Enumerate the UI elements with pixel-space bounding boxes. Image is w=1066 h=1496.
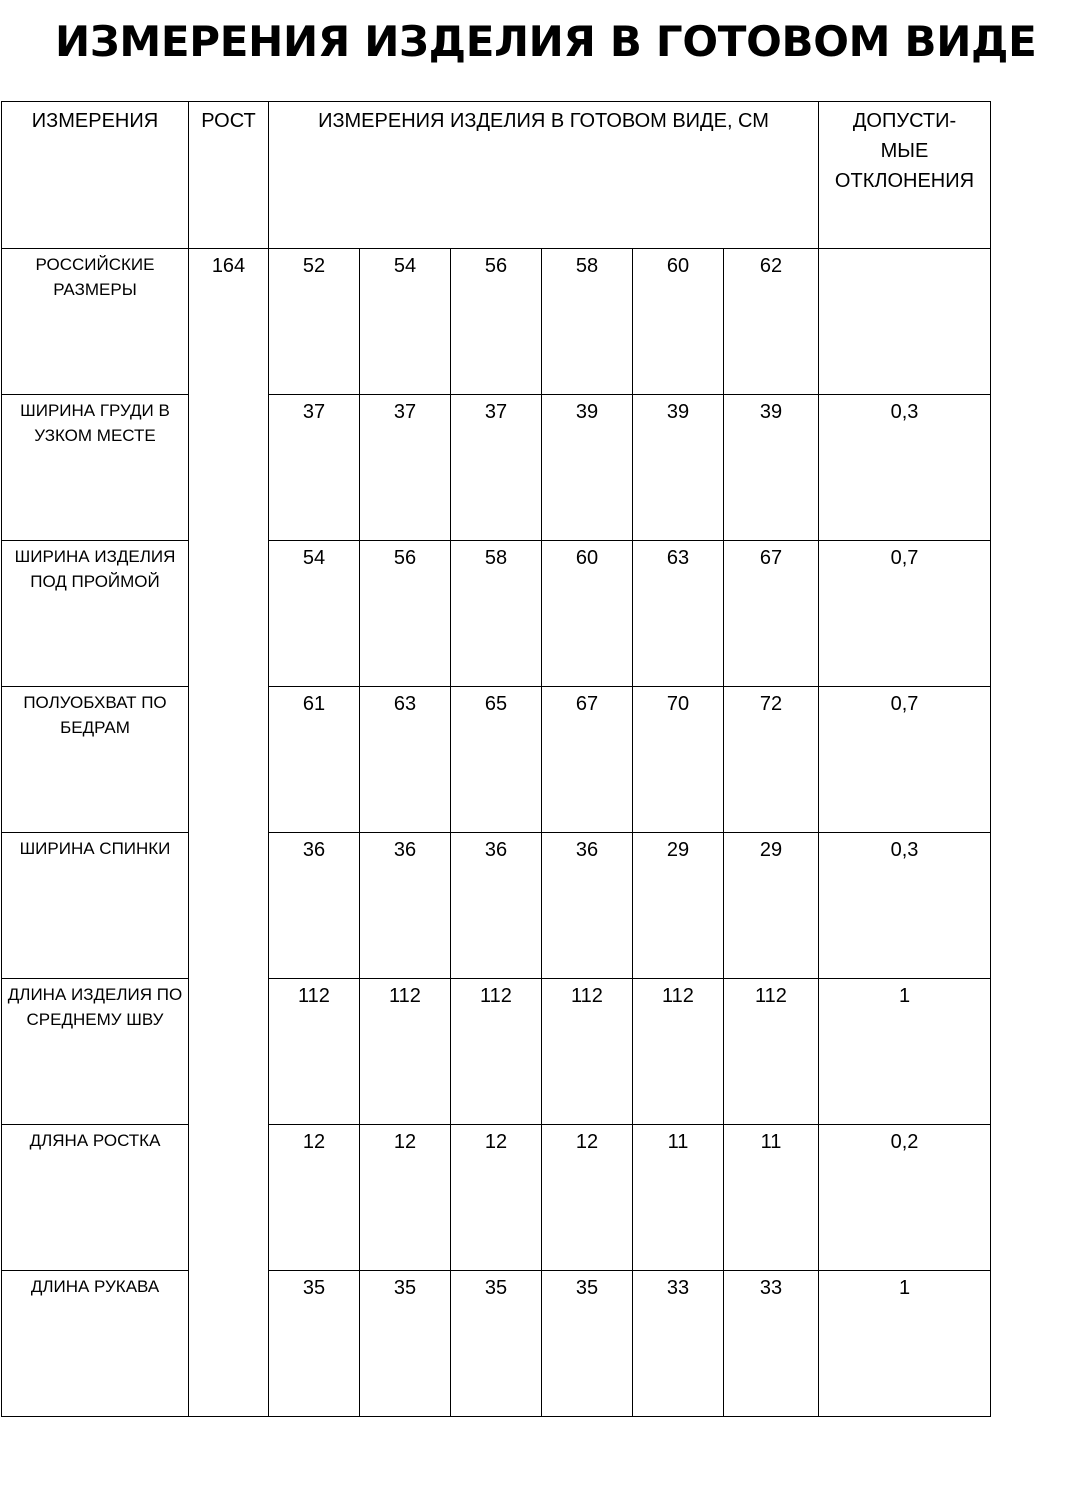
size-value-cell [542, 541, 633, 687]
size-value: 112 [571, 985, 603, 1007]
row-label: ШИРИНА СПИНКИ [19, 839, 171, 858]
size-value: 62 [759, 255, 783, 277]
size-value: 12 [302, 1131, 326, 1153]
size-value: 58 [484, 547, 508, 569]
size-value-cell [633, 1271, 724, 1417]
size-value-cell [451, 249, 542, 395]
size-value: 39 [759, 401, 783, 423]
tolerance-value: 1 [898, 1277, 911, 1299]
tolerance-cell [819, 1271, 991, 1417]
size-value: 11 [667, 1131, 689, 1153]
size-value: 72 [759, 693, 783, 715]
row-label-cell [2, 979, 189, 1125]
size-value: 60 [575, 547, 599, 569]
size-value-cell [360, 1125, 451, 1271]
size-value: 29 [666, 839, 690, 861]
size-value-cell [360, 249, 451, 395]
size-value: 63 [393, 693, 417, 715]
table-row [2, 395, 991, 541]
tolerance-cell [819, 1125, 991, 1271]
size-value-cell [633, 395, 724, 541]
size-value-cell [360, 395, 451, 541]
size-value-cell [542, 687, 633, 833]
size-value-cell [269, 249, 360, 395]
size-value-cell [542, 979, 633, 1125]
size-value-cell [360, 1271, 451, 1417]
header-height: РОСТ [201, 110, 256, 132]
tolerance-value: 0,7 [890, 547, 919, 569]
tolerance-cell [819, 395, 991, 541]
tolerance-value: 0,3 [890, 839, 919, 861]
size-value: 36 [575, 839, 599, 861]
size-value-cell [269, 541, 360, 687]
tolerance-cell [819, 541, 991, 687]
size-value-cell [724, 979, 819, 1125]
size-value: 36 [484, 839, 508, 861]
row-label-cell [2, 1271, 189, 1417]
size-value-cell [724, 1125, 819, 1271]
size-value: 35 [484, 1277, 508, 1299]
size-value-cell [269, 395, 360, 541]
size-value-cell [451, 1271, 542, 1417]
size-value-cell [451, 1125, 542, 1271]
size-value: 37 [484, 401, 508, 423]
table-row [2, 1271, 991, 1417]
size-value-cell [451, 541, 542, 687]
header-measurements: ИЗМЕРЕНИЯ [31, 110, 159, 132]
size-value: 12 [484, 1131, 508, 1153]
table-row [2, 833, 991, 979]
tolerance-cell [819, 687, 991, 833]
size-value-cell [451, 395, 542, 541]
table-row [2, 249, 991, 395]
size-value: 39 [666, 401, 690, 423]
table-row [2, 1125, 991, 1271]
size-value: 58 [575, 255, 599, 277]
size-value-cell [269, 833, 360, 979]
row-label-cell [2, 249, 189, 395]
size-value-cell [360, 541, 451, 687]
header-tolerance-line: МЫЕ [880, 140, 929, 162]
size-value: 54 [302, 547, 326, 569]
size-value: 67 [575, 693, 599, 715]
row-label-cell [2, 395, 189, 541]
header-finished-measurements: ИЗМЕРЕНИЯ ИЗДЕЛИЯ В ГОТОВОМ ВИДЕ, СМ [318, 110, 769, 132]
size-value-cell [633, 541, 724, 687]
size-value: 52 [302, 255, 326, 277]
tolerance-value: 0,3 [890, 401, 919, 423]
row-label-cell [2, 541, 189, 687]
size-value-cell [360, 833, 451, 979]
header-height-cell [189, 102, 269, 249]
header-measurements-cell [2, 102, 189, 249]
page-title: ИЗМЕРЕНИЯ ИЗДЕЛИЯ В ГОТОВОМ ВИДЕ [55, 17, 1037, 66]
size-value-cell [451, 833, 542, 979]
row-label: ШИРИНА ГРУДИ В УЗКОМ МЕСТЕ [20, 401, 170, 445]
size-value-cell [633, 687, 724, 833]
header-finished-measurements-cell [269, 102, 819, 249]
size-value: 112 [755, 985, 787, 1007]
size-value: 36 [393, 839, 417, 861]
size-value-cell [633, 1125, 724, 1271]
size-value: 39 [575, 401, 599, 423]
size-value-cell [269, 687, 360, 833]
size-value: 63 [666, 547, 690, 569]
row-label: ШИРИНА ИЗДЕЛИЯ ПОД ПРОЙМОЙ [14, 547, 176, 591]
size-value: 29 [759, 839, 783, 861]
size-value: 12 [393, 1131, 417, 1153]
tolerance-cell [819, 833, 991, 979]
row-label: ДЛИНА РУКАВА [30, 1277, 160, 1296]
size-value-cell [542, 395, 633, 541]
size-value-cell [724, 395, 819, 541]
table-row [2, 541, 991, 687]
height-value: 164 [211, 255, 246, 277]
size-value-cell [724, 833, 819, 979]
size-value-cell [633, 833, 724, 979]
header-tolerance-cell [819, 102, 991, 249]
row-label: ПОЛУОБХВАТ ПО БЕДРАМ [23, 693, 167, 737]
size-value-cell [633, 249, 724, 395]
size-value-cell [360, 687, 451, 833]
tolerance-value: 0,2 [890, 1131, 919, 1153]
size-value-cell [451, 979, 542, 1125]
tolerance-value [819, 249, 990, 252]
size-value: 54 [393, 255, 417, 277]
size-value: 61 [302, 693, 326, 715]
size-value: 33 [666, 1277, 690, 1299]
size-value: 112 [389, 985, 421, 1007]
tolerance-cell [819, 979, 991, 1125]
size-value-cell [451, 687, 542, 833]
row-label-cell [2, 1125, 189, 1271]
table-row [2, 687, 991, 833]
size-value-cell [542, 833, 633, 979]
size-value: 60 [666, 255, 690, 277]
size-value-cell [269, 1125, 360, 1271]
size-value: 37 [302, 401, 326, 423]
measurements-table [1, 101, 991, 1417]
size-value: 56 [484, 255, 508, 277]
size-value-cell [724, 541, 819, 687]
size-value: 67 [759, 547, 783, 569]
size-value: 65 [484, 693, 508, 715]
tolerance-value: 0,7 [890, 693, 919, 715]
row-label-cell [2, 687, 189, 833]
size-value: 12 [575, 1131, 599, 1153]
size-value: 11 [760, 1131, 782, 1153]
size-value: 56 [393, 547, 417, 569]
size-value: 35 [302, 1277, 326, 1299]
size-value: 70 [666, 693, 690, 715]
size-value: 35 [575, 1277, 599, 1299]
size-value-cell [542, 249, 633, 395]
header-tolerance-line: ОТКЛОНЕНИЯ [834, 170, 975, 192]
size-value: 33 [759, 1277, 783, 1299]
size-value: 35 [393, 1277, 417, 1299]
size-value-cell [724, 1271, 819, 1417]
row-label: РОССИЙСКИЕ РАЗМЕРЫ [35, 255, 155, 299]
table-row [2, 979, 991, 1125]
size-value-cell [269, 979, 360, 1125]
size-value: 36 [302, 839, 326, 861]
size-value-cell [542, 1271, 633, 1417]
row-label: ДЛЯНА РОСТКА [29, 1131, 161, 1150]
size-value-cell [269, 1271, 360, 1417]
size-value-cell [542, 1125, 633, 1271]
size-value-cell [724, 249, 819, 395]
row-label: ДЛИНА ИЗДЕЛИЯ ПО СРЕДНЕМУ ШВУ [7, 985, 183, 1029]
header-row [2, 102, 991, 249]
header-tolerance-line: ДОПУСТИ- [852, 110, 957, 132]
size-value: 112 [480, 985, 512, 1007]
size-value: 37 [393, 401, 417, 423]
row-label-cell [2, 833, 189, 979]
height-cell [189, 249, 269, 1417]
size-value-cell [633, 979, 724, 1125]
size-value-cell [360, 979, 451, 1125]
header-tolerance [819, 102, 990, 196]
tolerance-value: 1 [898, 985, 911, 1007]
size-value: 112 [298, 985, 330, 1007]
size-value: 112 [662, 985, 694, 1007]
size-value-cell [724, 687, 819, 833]
tolerance-cell [819, 249, 991, 395]
